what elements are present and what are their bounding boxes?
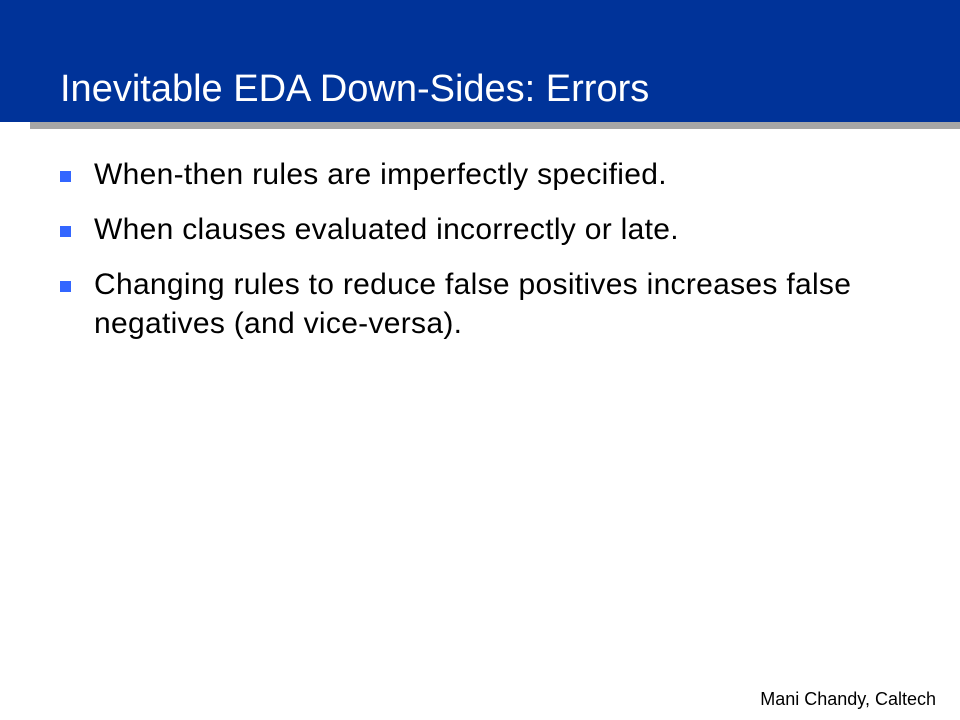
footer-credit: Mani Chandy, Caltech (760, 689, 936, 709)
square-bullet-icon (60, 281, 71, 292)
bullet-item (60, 210, 920, 249)
square-bullet-icon (60, 226, 71, 237)
slide-title: Inevitable EDA Down-Sides: Errors (60, 68, 650, 110)
bullet-item (60, 155, 920, 194)
bullet-item (60, 265, 920, 343)
bullet-text: When clauses evaluated incorrectly or late. (94, 213, 679, 246)
bullet-text: When-then rules are imperfectly specified. (94, 158, 667, 191)
bullet-list (60, 155, 920, 359)
square-bullet-icon (60, 171, 71, 182)
title-divider (30, 122, 960, 129)
bullet-text: Changing rules to reduce false positives increases false negatives (and vice-versa). (94, 268, 852, 340)
